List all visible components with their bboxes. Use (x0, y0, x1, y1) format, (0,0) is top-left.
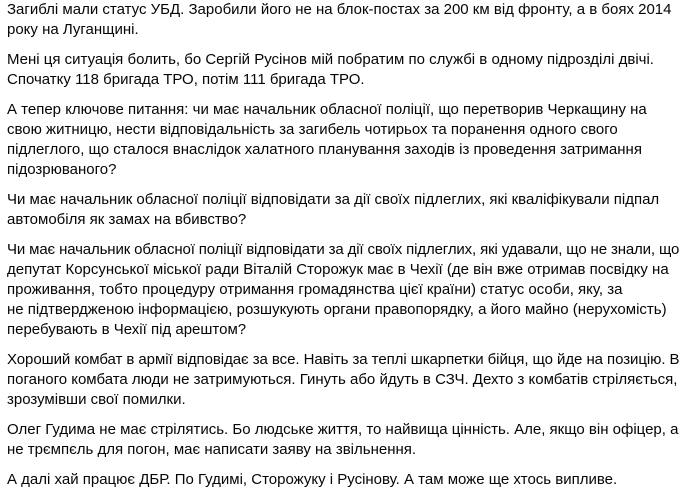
text-line: Олег Гудима не має стрілятись. Бо людське життя, то найвища цінність. Але, якщо він офіцер, а (7, 421, 679, 438)
text-line: підлеглого, що сталося внаслідок халатного планування заходів із проведення затримання (7, 141, 642, 158)
paragraph (7, 100, 683, 180)
text-line: Загиблі мали статус УБД. Заробили його не на блок-постах за 200 км від фронту, а в боях 2014 (7, 1, 672, 18)
paragraph (7, 420, 683, 460)
text-line: автомобіля як замах на вбивство? (7, 211, 247, 228)
text-line: А далі хай працює ДБР. По Гудимі, Сторожуку і Русінову. А там може ще хтось випливе. (7, 471, 618, 488)
text-line: не трємпєль для погон, має написати заяву на звільнення. (7, 441, 417, 458)
text-line: перебувають в Чехії під арештом? (7, 321, 247, 338)
paragraph (7, 350, 683, 410)
text-line: депутат Корсунської міської ради Віталій Сторожук має в Чехії (де він вже отримав посвідку на (7, 261, 669, 278)
paragraph (7, 470, 683, 490)
text-line: Мені ця ситуація болить, бо Сергій Русінов мій побратим по службі в одному підрозділі двічі. (7, 51, 654, 68)
text-line: Хороший комбат в армії відповідає за все. Навіть за теплі шкарпетки бійця, що йде на позицію. В (7, 351, 680, 368)
text-line: Чи має начальник обласної поліції відповідати за дії своїх підлеглих, які кваліфікували підпал (7, 191, 660, 208)
text-line: не підтвердженою інформацією, розшукують органи правопорядку, а його майно (нерухомість) (7, 301, 667, 318)
text-line: зрозумівши свої помилки. (7, 391, 186, 408)
paragraph (7, 0, 683, 40)
text-line: Чи має начальник обласної поліції відповідати за дії своїх підлеглих, які удавали, що не знали, що (7, 241, 680, 258)
paragraph (7, 240, 683, 340)
text-line: року на Луганщині. (7, 21, 139, 38)
text-line: А тепер ключове питання: чи має начальник обласної поліції, що перетворив Черкащину на (7, 101, 647, 118)
text-line: свою житницю, нести відповідальність за загибель чотирьох та поранення одного свого (7, 121, 618, 138)
paragraph (7, 50, 683, 90)
text-line: поганого комбата люди не затримуються. Гинуть або йдуть в СЗЧ. Дехто з комбатів стріляється, (7, 371, 678, 388)
text-line: Спочатку 118 бригада ТРО, потім 111 бригада ТРО. (7, 71, 365, 88)
text-line: підозрюваного? (7, 161, 117, 178)
text-line: проживання, тобто процедуру отримання громадянства цієї країни) статус особи, яку, за (7, 281, 623, 298)
paragraph (7, 190, 683, 230)
